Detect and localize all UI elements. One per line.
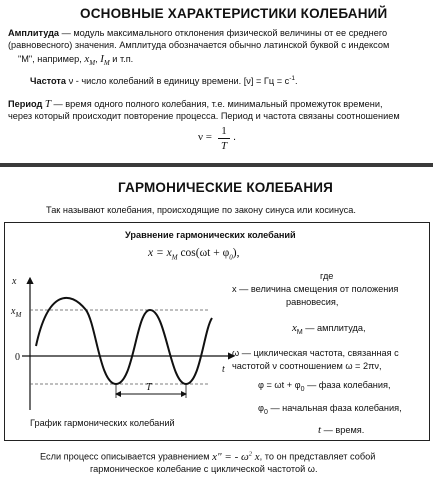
period-fraction (218, 125, 230, 152)
harmonic-equation: $x = x_M$ $\cos(\omega t + \varphi_0)$, (148, 247, 240, 262)
xm-symbol: $x_M$ (84, 53, 96, 68)
frequency-exp: -1 (289, 75, 296, 82)
im-symbol: $I_M$ (100, 53, 110, 68)
footer-line1: Если процесс описывается уравнением x" = - $\omega^2$ x, то он представляет собой (40, 450, 376, 463)
harmonic-graph (8, 270, 238, 415)
period-term: Период (8, 99, 43, 109)
frequency-symbol: ν (68, 76, 74, 87)
section2-intro: Так называют колебания, происходящие по закону синуса или косинуса. (46, 205, 356, 215)
fraction-denominator: T (220, 140, 228, 152)
legend-omega-line2: частотой ν соотношением ω = 2πν, (232, 361, 382, 371)
cosine-curve (36, 298, 212, 384)
legend-x-line2: равновесия, (286, 297, 339, 307)
equation-title: Уравнение гармонических колебаний (125, 230, 296, 240)
fraction-numerator: 1 (221, 125, 227, 137)
period-text1: — время одного полного колебания, т.е. минимальный промежуток времени, (53, 99, 383, 109)
footer-line2: гармоническое колебание с циклической частотой ω. (90, 464, 318, 474)
amplitude-line2: (равновесного) значения. Амплитуда обозначается обычно латинской буквой с индексом (8, 40, 390, 50)
period-symbol: T (44, 98, 51, 110)
label-xm: $x_M$ (11, 306, 22, 319)
legend-initial-phase: $\varphi_0$ — начальная фаза колебания, (258, 403, 402, 416)
frequency-line: Частота ν - число колебаний в единицу времени. [ν] = Гц = $с^{-1}$. (30, 75, 298, 87)
frequency-term: Частота (30, 76, 67, 87)
legend-xm: $x_M$ — амплитуда, (292, 322, 366, 336)
amplitude-line3: "М", например, $x_M$, $I_M$ и т.п. (18, 53, 134, 68)
amplitude-example-label: "М", например, (18, 54, 82, 64)
period-line2: через который происходит повторение процесса. Период и частота связаны соотношением (8, 111, 400, 121)
axis-label-x: x (12, 276, 17, 287)
legend-where: где (320, 271, 334, 281)
legend-time: t — время. (318, 424, 365, 436)
label-T: T (146, 382, 152, 393)
amplitude-term: Амплитуда (8, 28, 60, 38)
period-line1 (8, 98, 383, 111)
section2-title: ГАРМОНИЧЕСКИЕ КОЛЕБАНИЯ (118, 180, 334, 195)
section1-title: ОСНОВНЫЕ ХАРАКТЕРИСТИКИ КОЛЕБАНИЙ (80, 6, 388, 21)
axis-label-t: t (222, 364, 225, 375)
amplitude-text1: — модуль максимального отклонения физической величины от ее среднего (61, 28, 388, 38)
amplitude-line1 (8, 28, 387, 39)
period-formula-end: . (233, 131, 237, 143)
period-formula-lhs: ν = (198, 131, 212, 143)
frequency-text: - число колебаний в единицу времени. [ν] = Гц = с (75, 76, 290, 87)
legend-omega-line1: ω — циклическая частота, связанная с (232, 348, 399, 358)
graph-caption: График гармонических колебаний (30, 418, 175, 428)
section-divider (0, 163, 433, 167)
legend-phase: $\varphi = \omega t + \varphi_0$ — фаза колебания, (258, 380, 391, 393)
label-zero: 0 (15, 352, 20, 363)
legend-x-line1: x — величина смещения от положения (232, 284, 399, 294)
amplitude-etc: и т.п. (112, 54, 134, 64)
